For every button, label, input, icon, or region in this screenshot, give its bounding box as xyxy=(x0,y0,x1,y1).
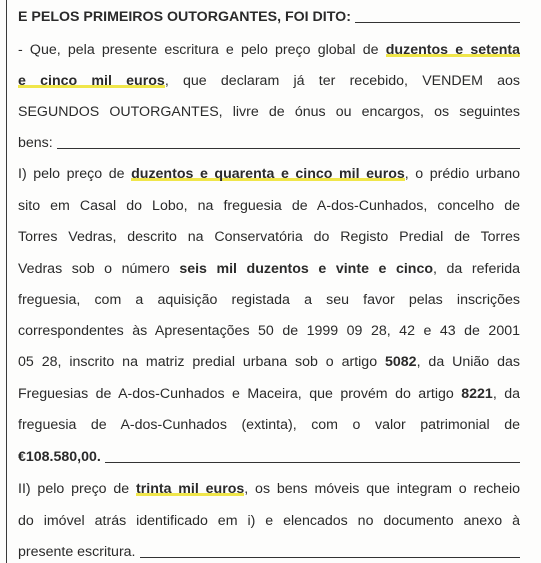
text-run: correspondentes às Apresentações 50 de 1999 09 28, 42 e 43 de 2001 xyxy=(18,323,520,339)
bold-article-number: 8221 xyxy=(461,386,493,402)
text-run: do imóvel atrás identificado em i) e elencados no documento anexo à xyxy=(18,513,520,529)
text-run: presente escritura. xyxy=(18,544,136,560)
text-run: , que declaram já ter recebido, VENDEM aos xyxy=(164,73,520,89)
highlighted-amount: e cinco mil euros xyxy=(18,73,165,89)
heading-line xyxy=(18,8,520,26)
text-line xyxy=(18,385,520,403)
text-line xyxy=(18,512,520,530)
text-run: Vedras sob o número xyxy=(18,261,180,277)
text-line xyxy=(18,353,520,371)
text-run: , o prédio urbano xyxy=(404,166,520,182)
text-run: bens: xyxy=(18,135,53,151)
text-run: Freguesias de A-dos-Cunhados e Maceira, que provém do artigo xyxy=(18,386,462,402)
highlighted-amount: trinta mil euros xyxy=(136,481,245,497)
text-line xyxy=(18,260,520,278)
highlighted-amount: duzentos e quarenta e cinco mil euros xyxy=(131,166,405,182)
fill-line xyxy=(57,147,520,149)
text-run: , da referida xyxy=(433,261,520,277)
text-run: sito em Casal do Lobo, na freguesia de A-dos-Cunhados, concelho de xyxy=(18,198,520,214)
text-run: I) pelo preço de xyxy=(18,166,132,182)
text-run: , da xyxy=(492,386,520,402)
page-margin-rule xyxy=(6,0,7,563)
patrimonial-value: €108.580,00. xyxy=(18,449,101,465)
text-line xyxy=(18,291,520,309)
text-run: II) pelo preço de xyxy=(18,481,137,497)
text-line xyxy=(18,416,520,434)
text-line xyxy=(18,72,520,90)
text-run: SEGUNDOS OUTORGANTES, livre de ónus ou encargos, os seguintes xyxy=(18,104,520,120)
text-line xyxy=(18,543,520,561)
text-line xyxy=(18,134,520,152)
bold-article-number: 5082 xyxy=(385,354,417,370)
text-line xyxy=(18,322,520,340)
text-line xyxy=(18,228,520,246)
text-run: freguesia, com a aquisição registada a seu favor pelas inscrições xyxy=(18,292,520,308)
text-line xyxy=(18,197,520,215)
bold-number-words: seis mil duzentos e vinte e cinco xyxy=(179,261,434,277)
text-run: , os bens móveis que integram o recheio xyxy=(244,481,520,497)
text-line xyxy=(18,448,520,466)
text-run: Torres Vedras, descrito na Conservatória do Registo Predial de Torres xyxy=(18,229,520,245)
highlighted-amount: duzentos e setenta xyxy=(385,42,520,58)
fill-line xyxy=(355,21,520,23)
text-run: , da União das xyxy=(416,354,520,370)
section-heading: E PELOS PRIMEIROS OUTORGANTES, FOI DITO: xyxy=(18,9,351,25)
fill-line xyxy=(140,556,521,558)
text-line xyxy=(18,41,520,59)
fill-line xyxy=(105,461,520,463)
text-line xyxy=(18,103,520,121)
text-run: 05 28, inscrito na matriz predial urbana sob o artigo xyxy=(18,354,386,370)
text-run: - Que, pela presente escritura e pelo preço global de xyxy=(18,42,386,58)
text-line xyxy=(18,480,520,498)
text-line xyxy=(18,165,520,183)
text-run: freguesia de A-dos-Cunhados (extinta), com o valor patrimonial de xyxy=(18,417,520,433)
